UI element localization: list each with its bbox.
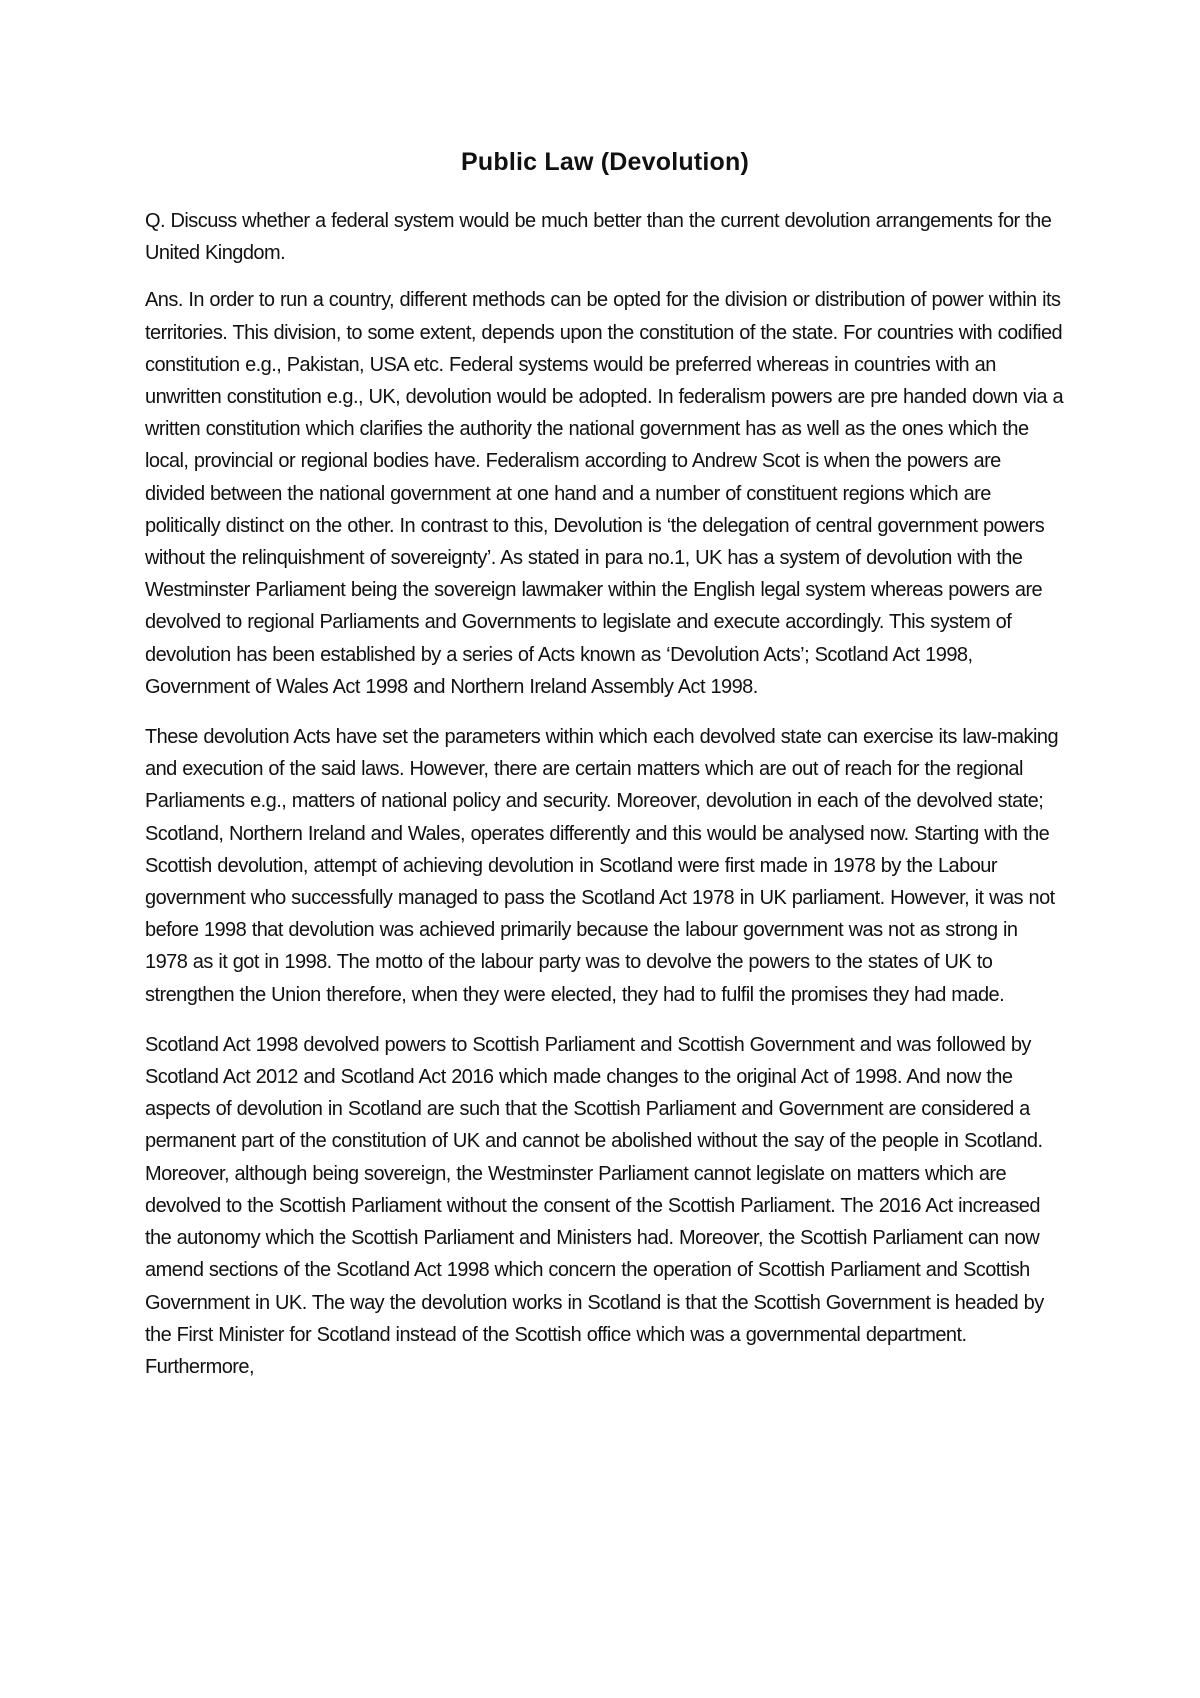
answer-paragraph-2: These devolution Acts have set the parameters within which each devolved state can exercise its law-making and execution of the said laws. However, there are certain matters which are out of reach for the regional Parliaments e.g., matters of national policy and security. Moreover, devolution in each of the devolved state; Scotland, Northern Ireland and Wales, operates differently and this would be analysed now. Starting with the Scottish devolution, attempt of achieving devolution in Scotland were first made in 1978 by the Labour government who successfully managed to pass the Scotland Act 1978 in UK parliament. However, it was not before 1998 that devolution was achieved primarily because the labour government was not as strong in 1978 as it got in 1998. The motto of the labour party was to devolve the powers to the states of UK to strengthen the Union therefore, when they were elected, they had to fulfil the promises they had made. xyxy=(145,726,1059,1006)
answer-paragraph-3: Scotland Act 1998 devolved powers to Scottish Parliament and Scottish Government and was followed by Scotland Act 2012 and Scotland Act 2016 which made changes to the original Act of 1998. And now the aspects of devolution in Scotland are such that the Scottish Parliament and Government are considered a permanent part of the constitution of UK and cannot be abolished without the say of the people in Scotland. Moreover, although being sovereign, the Westminster Parliament cannot legislate on matters which are devolved to the Scottish Parliament without the consent of the Scottish Parliament. The 2016 Act increased the autonomy which the Scottish Parliament and Ministers had. Moreover, the Scottish Parliament can now amend sections of the Scotland Act 1998 which concern the operation of Scottish Parliament and Scottish Government in UK. The way the devolution works in Scotland is that the Scottish Government is headed by the First Minister for Scotland instead of the Scottish office which was a governmental department. Furthermore, xyxy=(145,1033,1044,1378)
document-body xyxy=(145,148,1065,1401)
answer-paragraph-1: Ans. In order to run a country, different methods can be opted for the division or distribution of power within its territories. This division, to some extent, depends upon the constitution of the state. For countries with codified constitution e.g., Pakistan, USA etc. Federal systems would be preferred whereas in countries with an unwritten constitution e.g., UK, devolution would be adopted. In federalism powers are pre handed down via a written constitution which clarifies the authority the national government has as well as the ones which the local, provincial or regional bodies have. Federalism according to Andrew Scot is when the powers are divided between the national government at one hand and a number of constituent regions which are politically distinct on the other. In contrast to this, Devolution is ‘the delegation of central government powers without the relinquishment of sovereignty’. As stated in para no.1, UK has a system of devolution with the Westminster Parliament being the sovereign lawmaker within the English legal system whereas powers are devolved to regional Parliaments and Governments to legislate and execute accordingly. This system of devolution has been established by a series of Acts known as ‘Devolution Acts’; Scotland Act 1998, Government of Wales Act 1998 and Northern Ireland Assembly Act 1998. xyxy=(145,289,1064,698)
question-paragraph: Q. Discuss whether a federal system would be much better than the current devolution arrangements for the United Kingdom. xyxy=(145,210,1052,265)
page-title: Public Law (Devolution) xyxy=(461,148,749,176)
